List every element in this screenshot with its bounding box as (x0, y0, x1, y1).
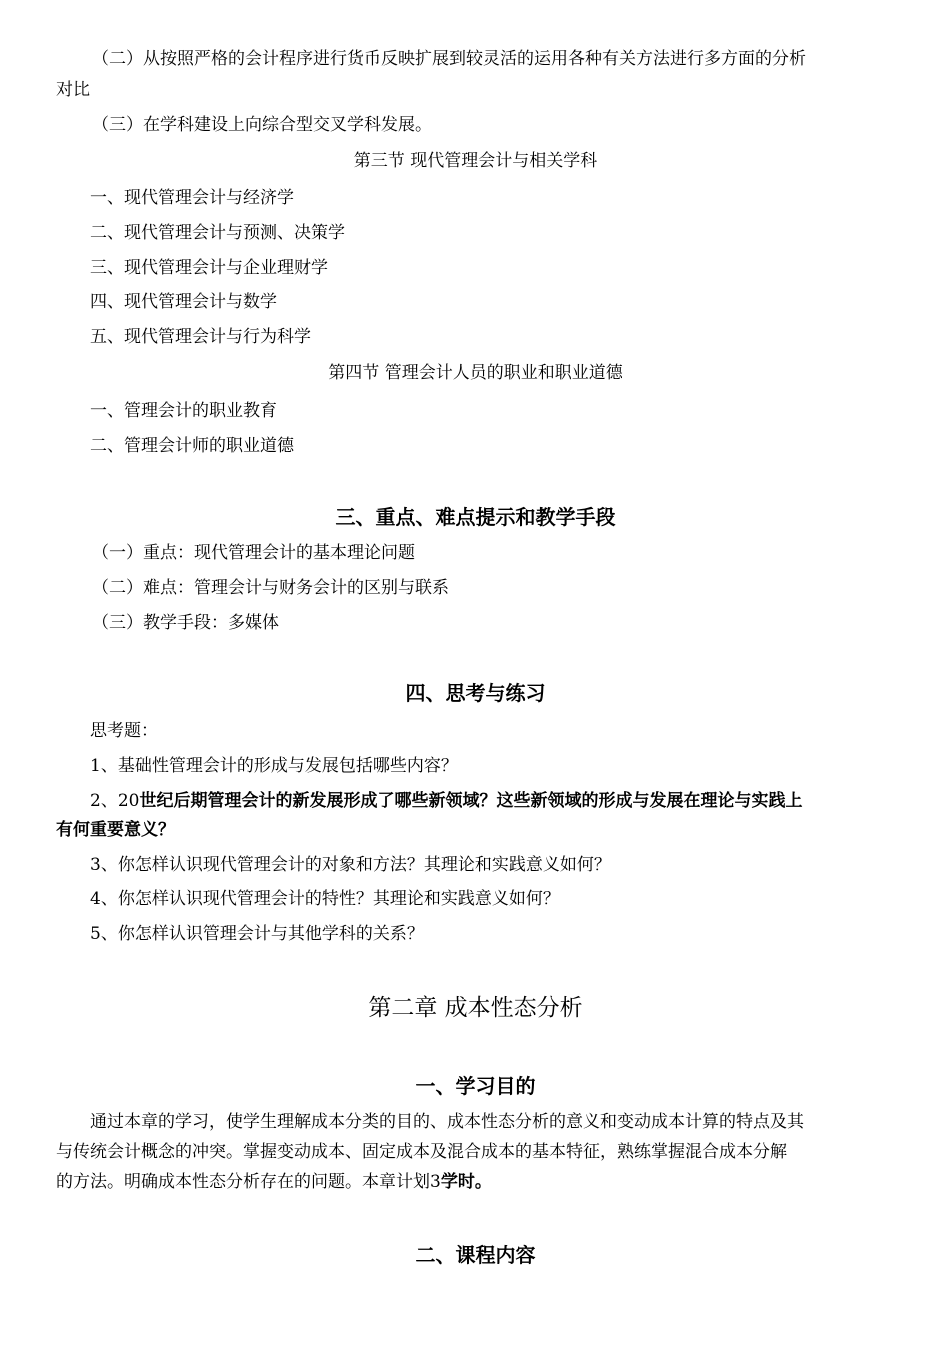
question-item (90, 791, 802, 811)
paragraph-line: 对比 (56, 80, 90, 100)
paragraph-line: 与传统会计概念的冲突。掌握变动成本、固定成本及混合成本的基本特征，熟练掌握混合成本分解 (56, 1142, 787, 1162)
paragraph-line: 通过本章的学习，使学生理解成本分类的目的、成本性态分析的意义和变动成本计算的特点及其 (90, 1112, 804, 1132)
paragraph-line: （三）在学科建设上向综合型交叉学科发展。 (92, 115, 432, 135)
section-title: 第四节 管理会计人员的职业和职业道德 (328, 363, 623, 383)
list-item: 一、现代管理会计与经济学 (90, 188, 294, 208)
list-item: 五、现代管理会计与行为科学 (90, 327, 311, 347)
chapter-title: 第二章 成本性态分析 (368, 995, 583, 1021)
list-item: 四、现代管理会计与数学 (90, 292, 277, 312)
question-item: 5、你怎样认识管理会计与其他学科的关系？ (90, 924, 424, 944)
paragraph-text-bold: 学时。 (440, 1172, 492, 1192)
paragraph-line: （二）从按照严格的会计程序进行货币反映扩展到较灵活的运用各种有关方法进行多方面的分析 (92, 49, 806, 69)
list-item: （三）教学手段：多媒体 (92, 613, 279, 633)
question-label: 思考题： (90, 721, 158, 741)
question-item: 4、你怎样认识现代管理会计的特性？其理论和实践意义如何？ (90, 889, 560, 909)
list-item: 二、现代管理会计与预测、决策学 (90, 223, 345, 243)
heading: 二、课程内容 (415, 1243, 536, 1267)
list-item: 一、管理会计的职业教育 (90, 401, 277, 421)
paragraph-line (56, 1172, 492, 1192)
heading: 四、思考与练习 (405, 681, 546, 705)
heading: 三、重点、难点提示和教学手段 (335, 505, 616, 529)
paragraph-text: 的方法。明确成本性态分析存在的问题。本章计划3 (56, 1172, 441, 1192)
question-item: 3、你怎样认识现代管理会计的对象和方法？其理论和实践意义如何？ (90, 855, 611, 875)
list-item: 二、管理会计师的职业道德 (90, 436, 294, 456)
heading: 一、学习目的 (415, 1074, 536, 1098)
question-number: 2、20 (90, 791, 140, 811)
question-text-bold: 世纪后期管理会计的新发展形成了哪些新领域？这些新领域的形成与发展在理论与实践上 (139, 791, 803, 811)
section-title: 第三节 现代管理会计与相关学科 (353, 151, 598, 171)
list-item: 三、现代管理会计与企业理财学 (90, 258, 328, 278)
question-text-bold: 有何重要意义？ (56, 820, 175, 840)
list-item: （二）难点：管理会计与财务会计的区别与联系 (92, 578, 449, 598)
list-item: （一）重点：现代管理会计的基本理论问题 (92, 543, 415, 563)
question-item: 1、基础性管理会计的形成与发展包括哪些内容？ (90, 756, 458, 776)
